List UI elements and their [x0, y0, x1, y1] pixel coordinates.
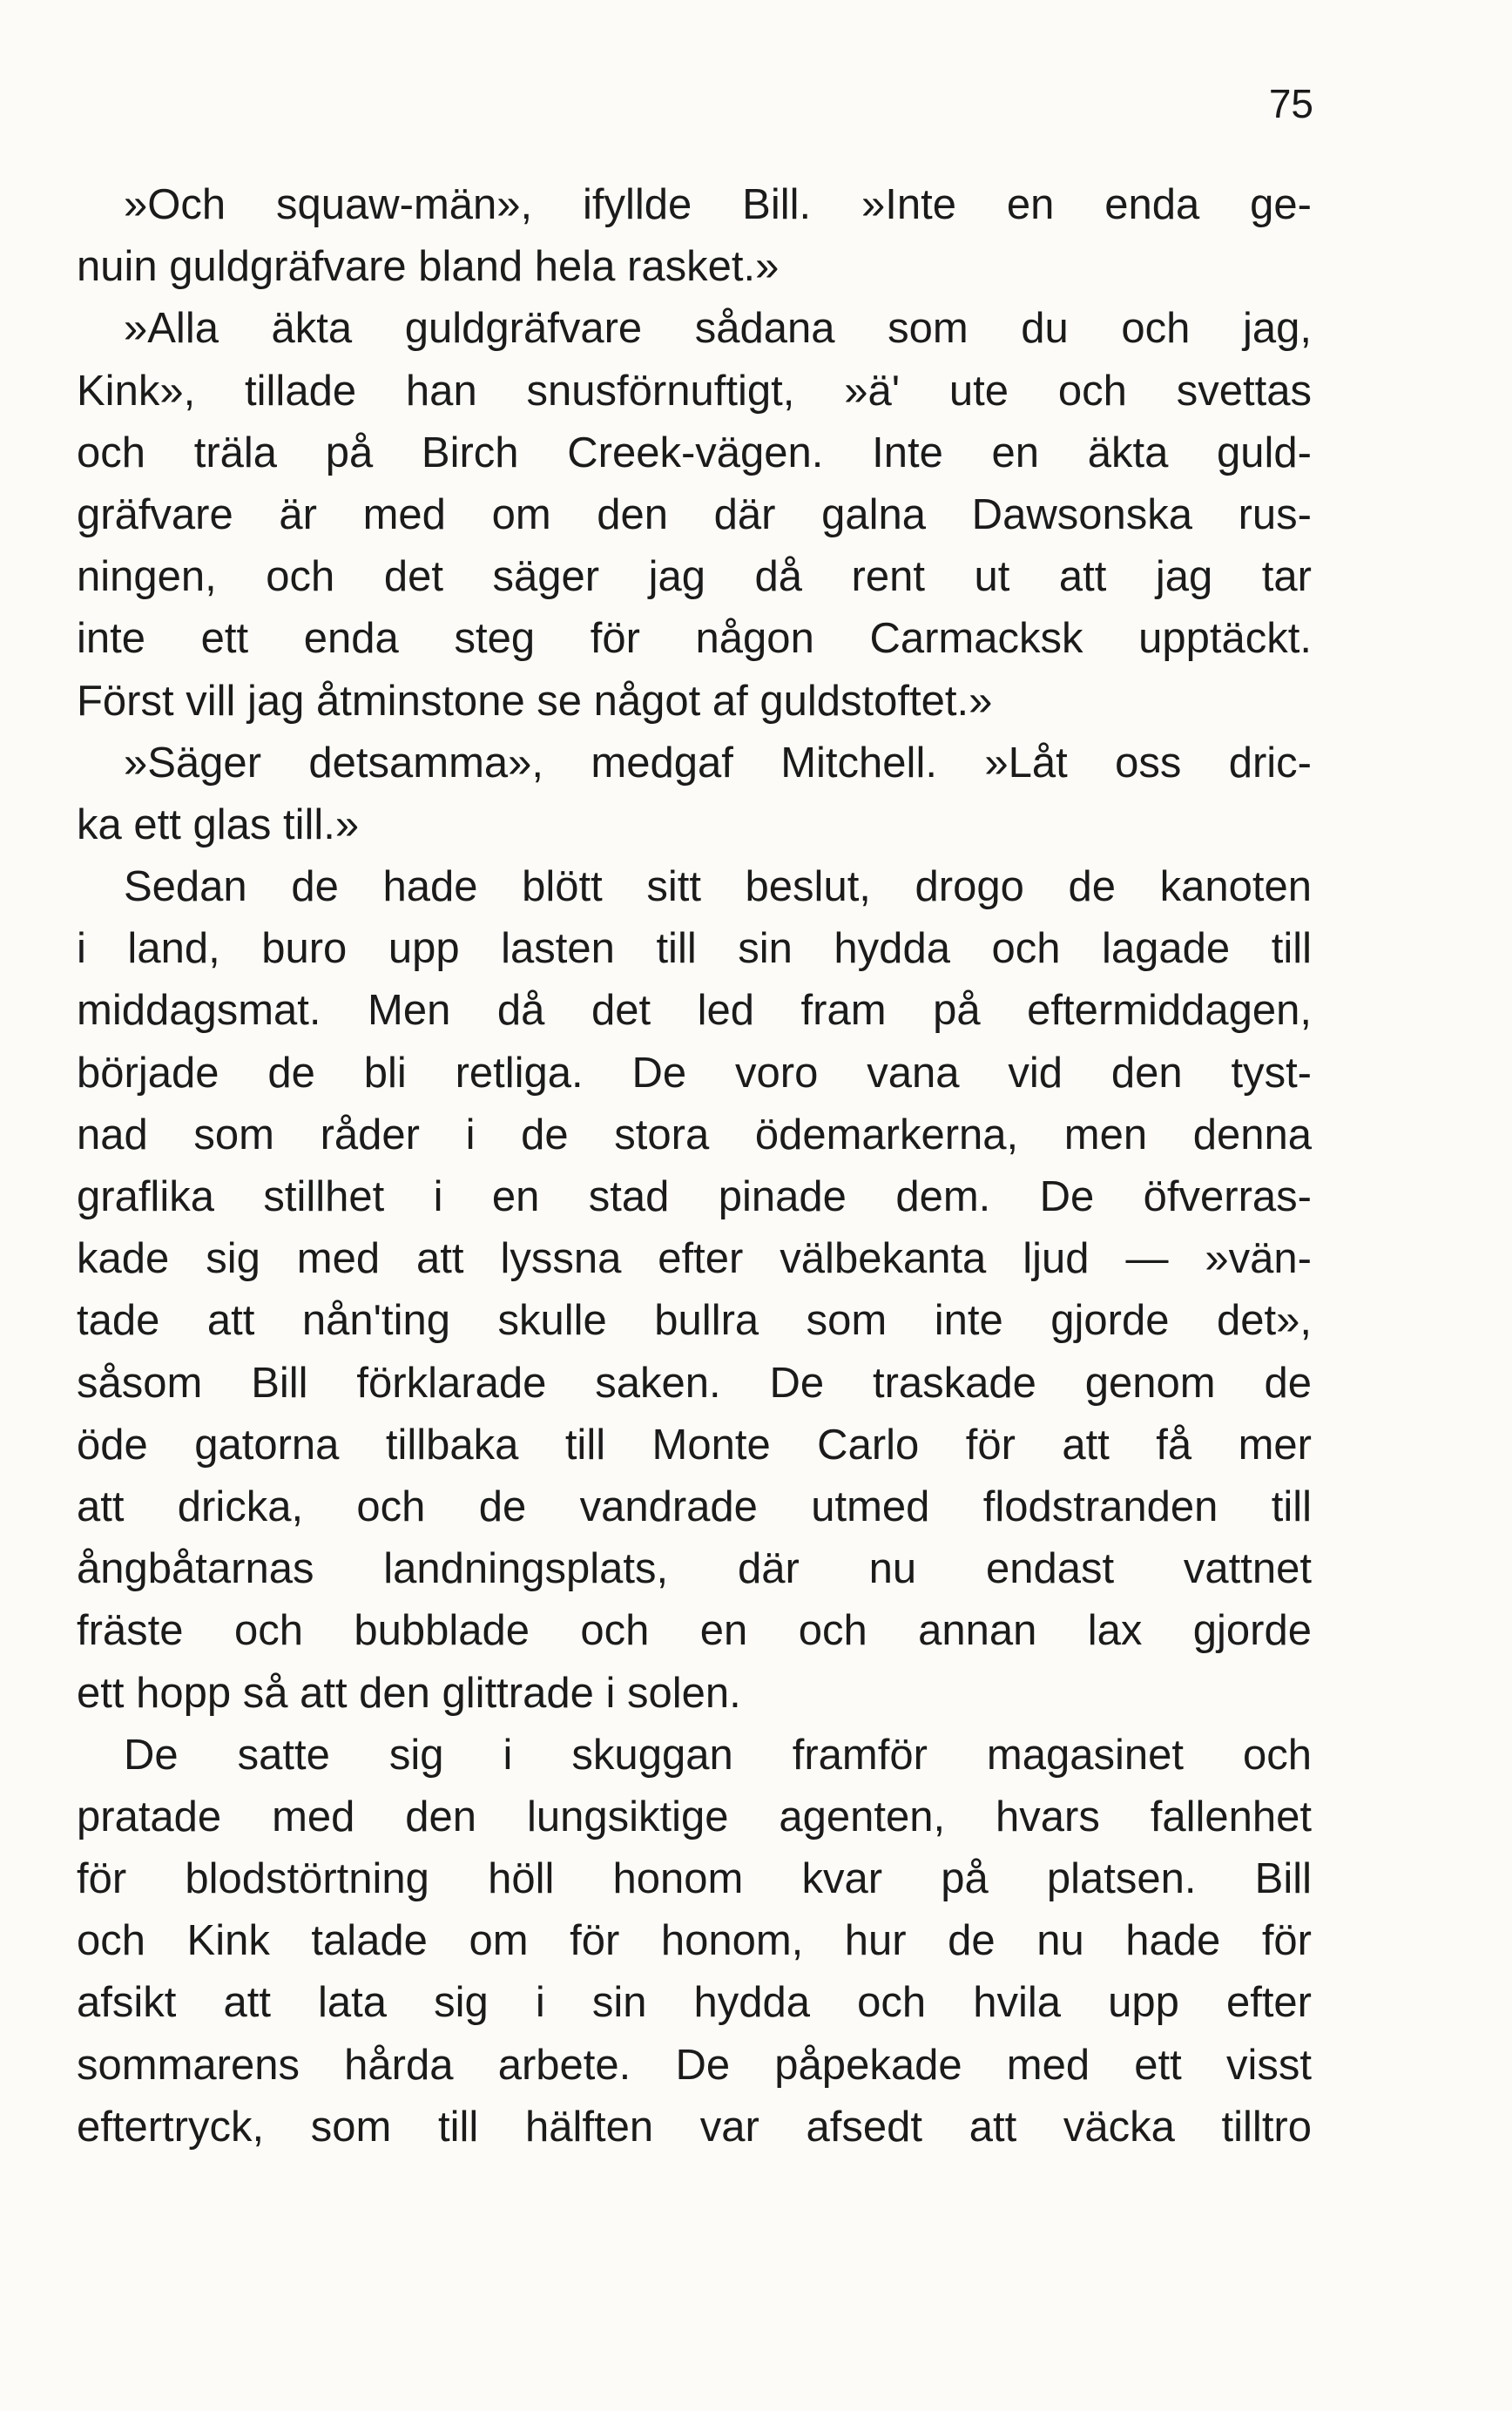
text-line: kade sig med att lyssna efter välbekanta ljud — »vän-	[77, 1235, 1312, 1283]
text-line: pratade med den lungsiktige agenten, hvars fallenhet	[77, 1793, 1312, 1840]
text-line: och träla på Birch Creek-vägen. Inte en äkta guld-	[77, 429, 1312, 476]
text-line: Kink», tillade han snusförnuftigt, »ä' ute och svettas	[77, 367, 1312, 415]
text-line: för blodstörtning höll honom kvar på platsen. Bill	[77, 1855, 1312, 1903]
text-line: såsom Bill förklarade saken. De traskade genom de	[77, 1359, 1312, 1407]
text-line: ångbåtarnas landningsplats, där nu endast vattnet	[77, 1545, 1312, 1593]
text-line: ka ett glas till.»	[77, 800, 360, 848]
text-line: Sedan de hade blött sitt beslut, drogo de kanoten	[124, 863, 1312, 911]
text-line: öde gatorna tillbaka till Monte Carlo för att få mer	[77, 1421, 1312, 1469]
text-line: nad som råder i de stora ödemarkerna, men denna	[77, 1111, 1312, 1158]
text-line: eftertryck, som till hälften var afsedt att väcka tilltro	[77, 2103, 1312, 2151]
text-line: fräste och bubblade och en och annan lax gjorde	[77, 1607, 1312, 1655]
text-line: »Alla äkta guldgräfvare sådana som du och jag,	[124, 305, 1312, 353]
text-line: gräfvare är med om den där galna Dawsonska rus-	[77, 490, 1312, 538]
text-line: sommarens hårda arbete. De påpekade med ett visst	[77, 2041, 1312, 2089]
text-line: att dricka, och de vandrade utmed flodstranden till	[77, 1482, 1312, 1530]
text-line: »Och squaw-män», ifyllde Bill. »Inte en enda ge-	[124, 181, 1312, 228]
text-line: graflika stillhet i en stad pinade dem. De öfverras-	[77, 1173, 1312, 1220]
page-number: 75	[1268, 81, 1313, 126]
text-line: ett hopp så att den glittrade i solen.	[77, 1669, 741, 1717]
text-line: »Säger detsamma», medgaf Mitchell. »Låt oss dric-	[124, 739, 1312, 787]
text-line: ningen, och det säger jag då rent ut att jag tar	[77, 553, 1312, 601]
text-line: och Kink talade om för honom, hur de nu hade för	[77, 1917, 1312, 1965]
body-text	[77, 174, 1312, 2158]
text-line: middagsmat. Men då det led fram på eftermiddagen,	[77, 987, 1312, 1035]
text-line: började de bli retliga. De voro vana vid den tyst-	[77, 1049, 1312, 1097]
text-line: inte ett enda steg för någon Carmacksk upptäckt.	[77, 615, 1312, 663]
text-line: i land, buro upp lasten till sin hydda och lagade till	[77, 925, 1312, 973]
text-line: afsikt att lata sig i sin hydda och hvila upp efter	[77, 1979, 1312, 2027]
text-line: Först vill jag åtminstone se något af guldstoftet.»	[77, 677, 993, 725]
text-line: tade att nån'ting skulle bullra som inte gjorde det»,	[77, 1297, 1312, 1345]
text-line: De satte sig i skuggan framför magasinet och	[124, 1731, 1312, 1779]
text-line: nuin guldgräfvare bland hela rasket.»	[77, 243, 780, 291]
